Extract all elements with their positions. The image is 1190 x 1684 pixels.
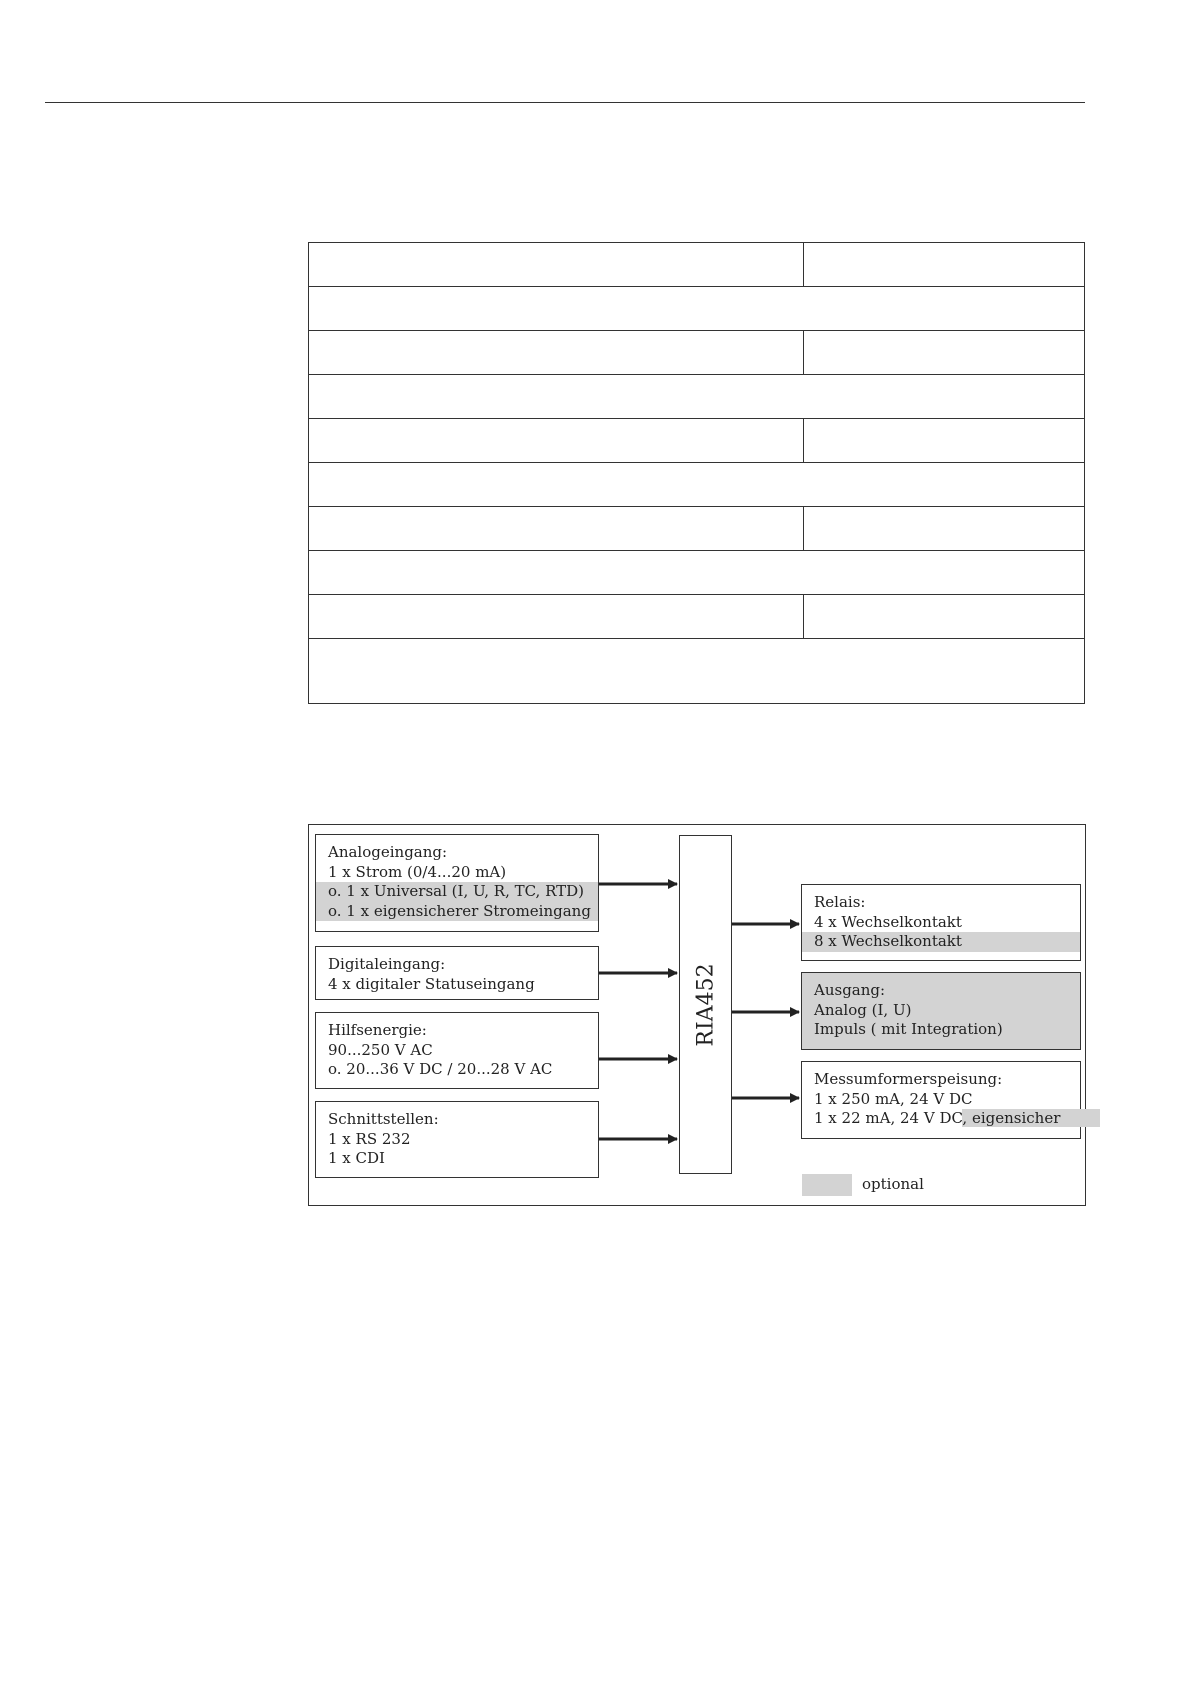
table-row: [309, 507, 1085, 551]
block-line: 4 x digitaler Statuseingang: [328, 974, 535, 993]
device-block: [679, 835, 732, 1174]
relay-output-block: [801, 884, 1081, 961]
table-cell: [309, 331, 804, 375]
block-line: 90...250 V AC: [328, 1040, 433, 1059]
block-line-optional: 8 x Wechselkontakt: [802, 932, 1080, 952]
digital-input-block: [315, 946, 599, 1000]
table-cell: [804, 419, 1085, 463]
block-diagram: [308, 824, 1086, 1206]
table-row: [309, 463, 1085, 507]
table-cell: [309, 375, 1085, 419]
analog-output-block: [801, 972, 1081, 1050]
block-line-plain: 1 x 22 mA, 24 V DC: [814, 1109, 963, 1127]
table-cell: [309, 287, 1085, 331]
table-row: [309, 243, 1085, 287]
table-cell: [309, 551, 1085, 595]
table-row: [309, 551, 1085, 595]
block-title: Digitaleingang:: [328, 955, 446, 973]
table-cell: [804, 243, 1085, 287]
table-cell: [804, 331, 1085, 375]
table-cell: [309, 639, 1085, 704]
empty-table: [308, 242, 1085, 704]
block-line: 1 x RS 232: [328, 1129, 411, 1148]
block-line-optional: o. 1 x eigensicherer Stromeingang: [316, 902, 598, 922]
table-cell: [309, 507, 804, 551]
block-line: 1 x CDI: [328, 1149, 385, 1167]
table-cell: [804, 595, 1085, 639]
table-row: [309, 419, 1085, 463]
block-title: Schnittstellen:: [328, 1110, 439, 1128]
block-line: 1 x 250 mA, 24 V DC: [814, 1089, 973, 1108]
power-supply-block: [315, 1012, 599, 1089]
table-cell: [309, 463, 1085, 507]
table-row: [309, 331, 1085, 375]
block-line: [802, 1109, 1080, 1129]
block-line-optional: Analog (I, U): [814, 1000, 912, 1019]
header-rule: [45, 102, 1085, 103]
block-title: Messumformerspeisung:: [814, 1070, 1003, 1088]
table-row: [309, 287, 1085, 331]
table-cell: [804, 507, 1085, 551]
analog-input-block: [315, 834, 599, 932]
block-title: Relais:: [814, 893, 866, 911]
block-line-optional: Impuls ( mit Integration): [814, 1020, 1003, 1038]
block-line: 1 x Strom (0/4...20 mA): [328, 862, 507, 881]
table-cell: [309, 243, 804, 287]
legend-label: optional: [862, 1175, 924, 1193]
table-row: [309, 375, 1085, 419]
block-title: Hilfsenergie:: [328, 1021, 427, 1039]
block-title: Ausgang:: [814, 981, 886, 999]
table-cell: [309, 419, 804, 463]
interfaces-block: [315, 1101, 599, 1178]
transmitter-supply-block: [801, 1061, 1081, 1139]
block-title: Analogeingang:: [328, 843, 448, 861]
table-row: [309, 639, 1085, 704]
block-line: 4 x Wechselkontakt: [814, 912, 962, 931]
table-cell: [309, 595, 804, 639]
block-line: o. 20...36 V DC / 20...28 V AC: [328, 1060, 553, 1078]
table-row: [309, 595, 1085, 639]
legend-swatch: [802, 1174, 852, 1196]
block-line-optional: o. 1 x Universal (I, U, R, TC, RTD): [316, 882, 598, 902]
device-label: RIA452: [693, 962, 718, 1047]
block-line-optional-part: , eigensicher: [962, 1109, 1100, 1127]
